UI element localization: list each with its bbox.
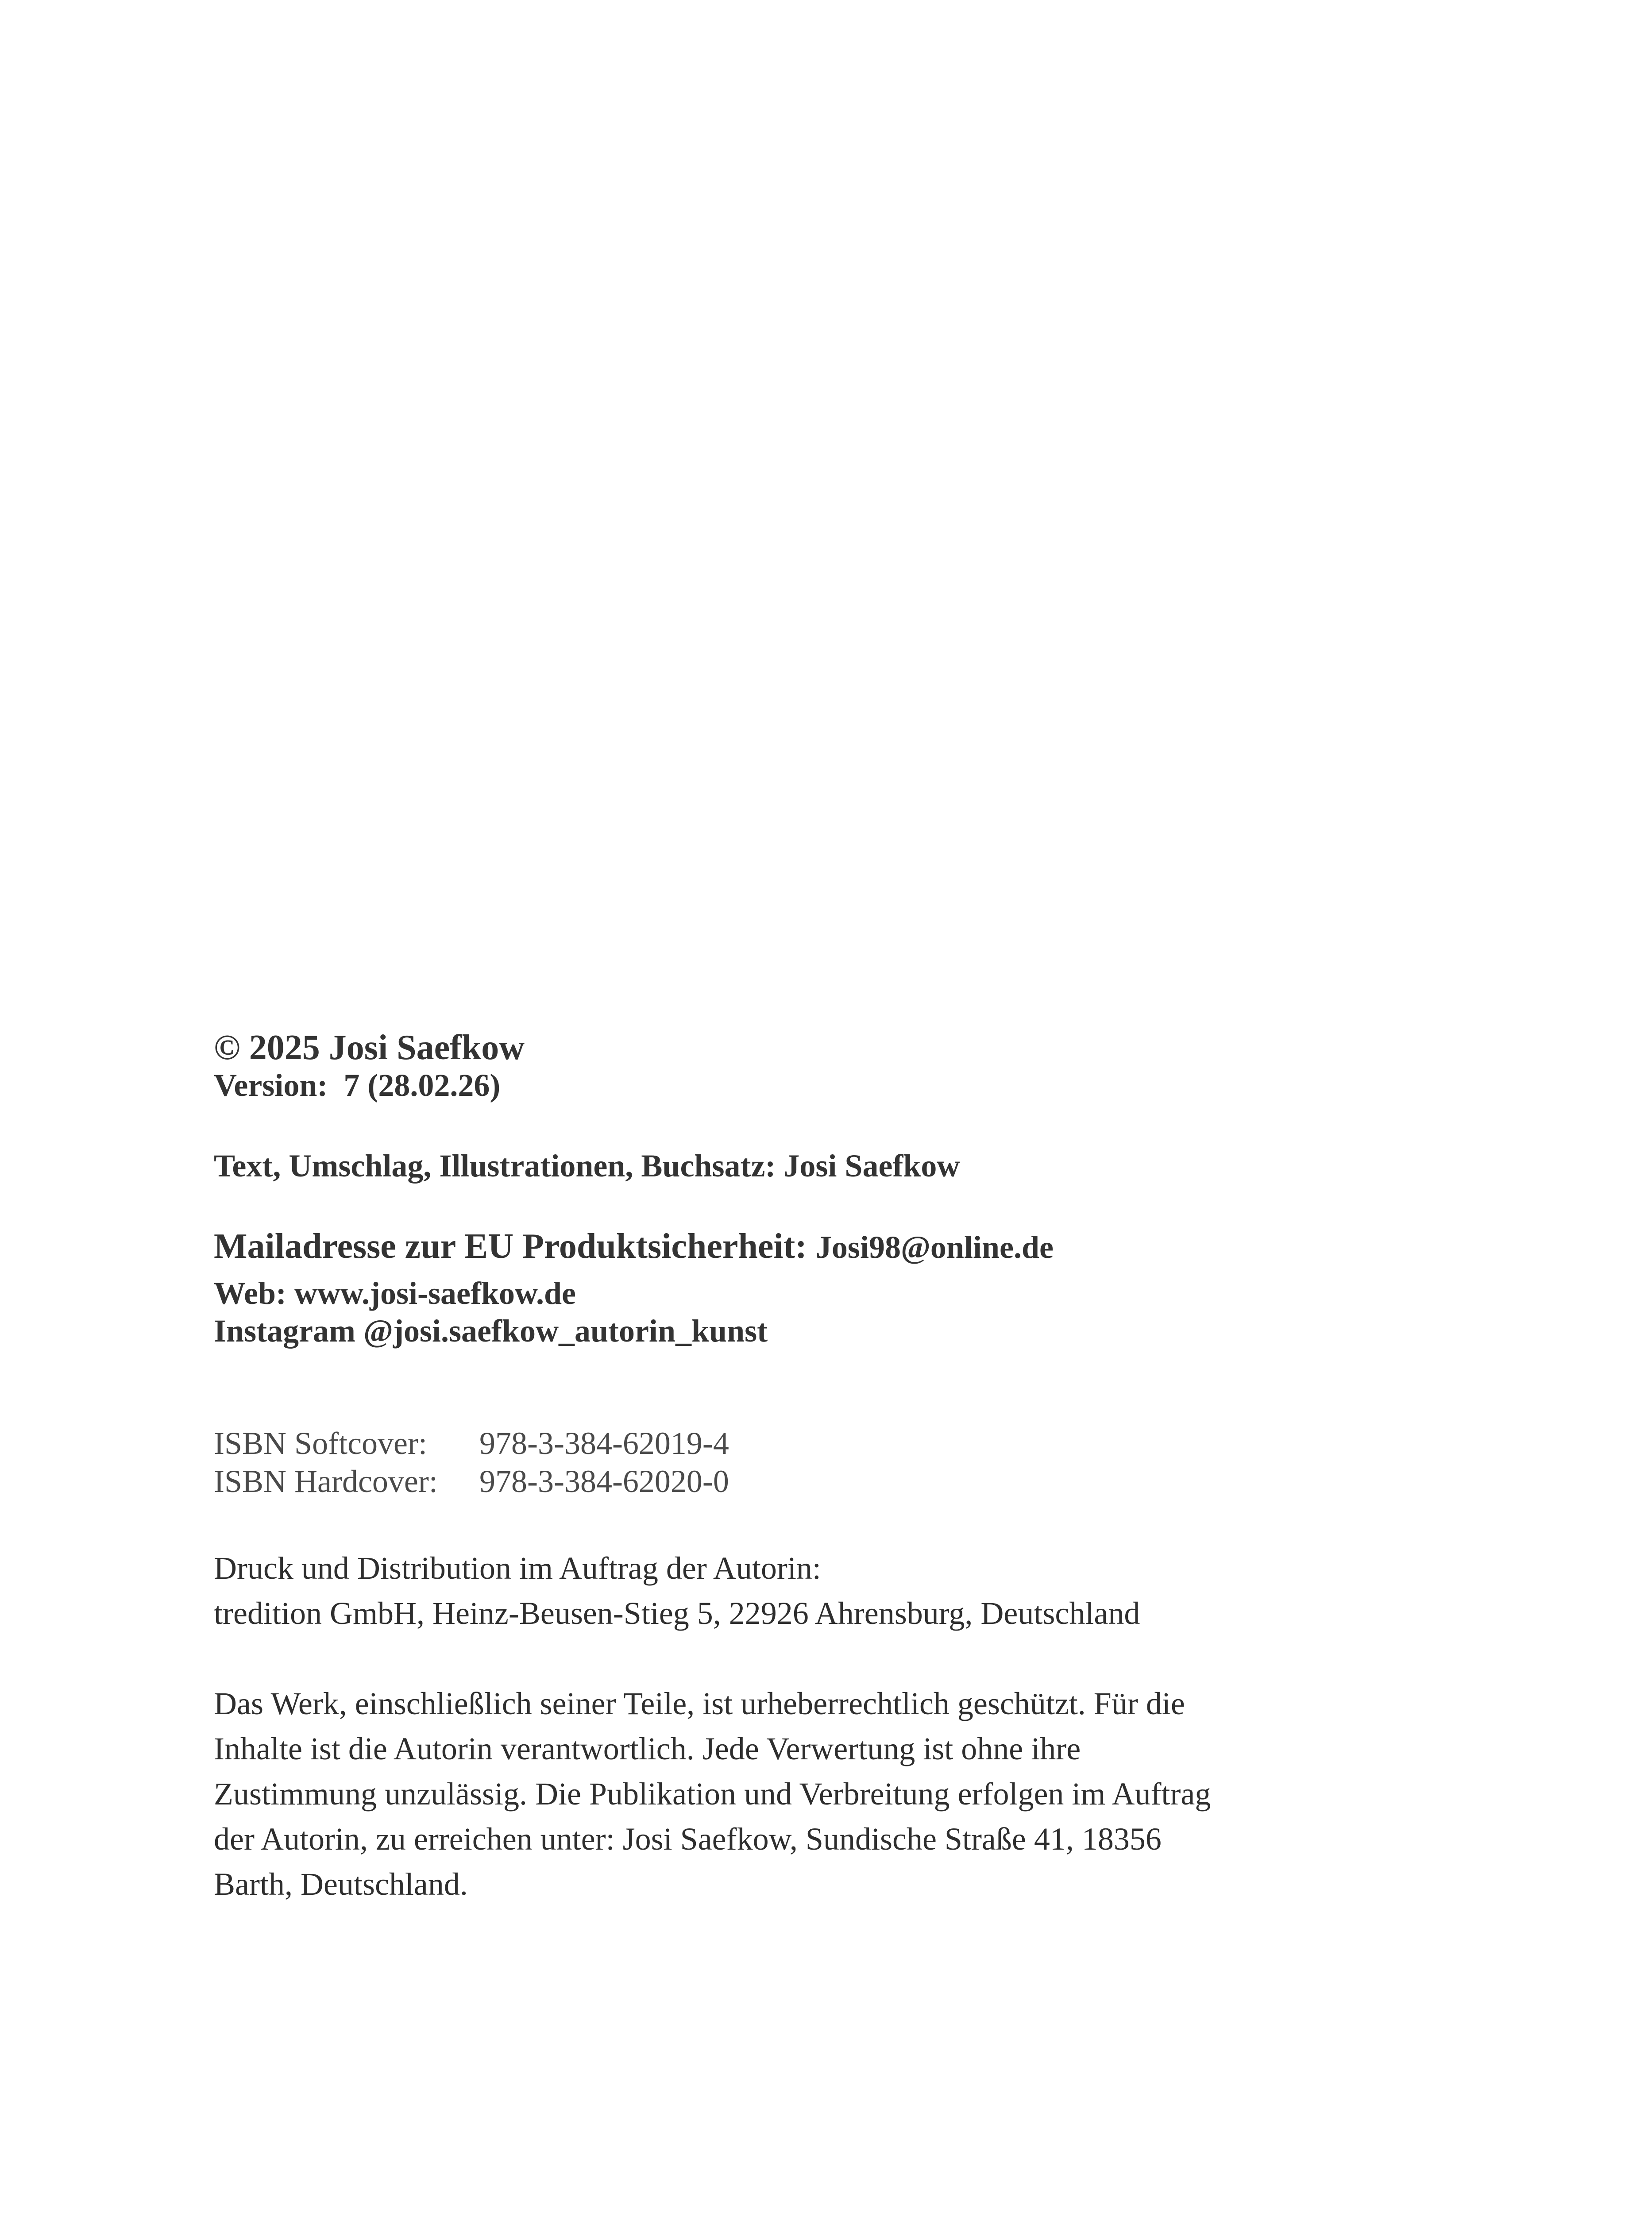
isbn-softcover-value: 978-3-384-62019-4 xyxy=(479,1426,729,1461)
isbn-hardcover-value: 978-3-384-62020-0 xyxy=(479,1464,729,1499)
instagram-line: Instagram @josi.saefkow_autorin_kunst xyxy=(214,1313,768,1349)
mail-label: Mailadresse zur EU Produktsicherheit: xyxy=(214,1227,816,1266)
web-line: Web: www.josi-saefkow.de xyxy=(214,1276,576,1311)
isbn-softcover-label: ISBN Softcover: xyxy=(214,1426,427,1461)
mail-line xyxy=(214,1228,1409,1275)
distribution-line: Druck und Distribution im Auftrag der Autorin: xyxy=(214,1550,821,1586)
legal-line: Zustimmung unzulässig. Die Publikation und Verbreitung erfolgen im Auftrag xyxy=(214,1776,1211,1812)
isbn-hardcover xyxy=(214,1462,1409,1500)
isbn-hardcover-label: ISBN Hardcover: xyxy=(214,1464,438,1499)
isbn-block xyxy=(214,1424,1409,1500)
mail-address: Josi98@online.de xyxy=(815,1230,1054,1265)
legal-line: Barth, Deutschland. xyxy=(214,1866,468,1902)
legal-line: Das Werk, einschließlich seiner Teile, ist urheberrechtlich geschützt. Für die xyxy=(214,1686,1185,1721)
version-line: Version: 7 (28.02.26) xyxy=(214,1068,501,1103)
distribution-address: tredition GmbH, Heinz-Beusen-Stieg 5, 22926 Ahrensburg, Deutschland xyxy=(214,1596,1140,1631)
copyright-line: © 2025 Josi Saefkow xyxy=(214,1028,525,1067)
contact-block xyxy=(214,1228,1409,1350)
credits-line: Text, Umschlag, Illustrationen, Buchsatz: Josi Saefkow xyxy=(214,1148,960,1184)
distribution-block xyxy=(214,1546,1409,1636)
imprint-block xyxy=(214,1029,1409,1907)
legal-notice xyxy=(214,1681,1409,1907)
legal-line: der Autorin, zu erreichen unter: Josi Saefkow, Sundische Straße 41, 18356 xyxy=(214,1821,1162,1857)
legal-line: Inhalte ist die Autorin verantwortlich. Jede Verwertung ist ohne ihre xyxy=(214,1731,1081,1766)
isbn-softcover xyxy=(214,1424,1409,1462)
